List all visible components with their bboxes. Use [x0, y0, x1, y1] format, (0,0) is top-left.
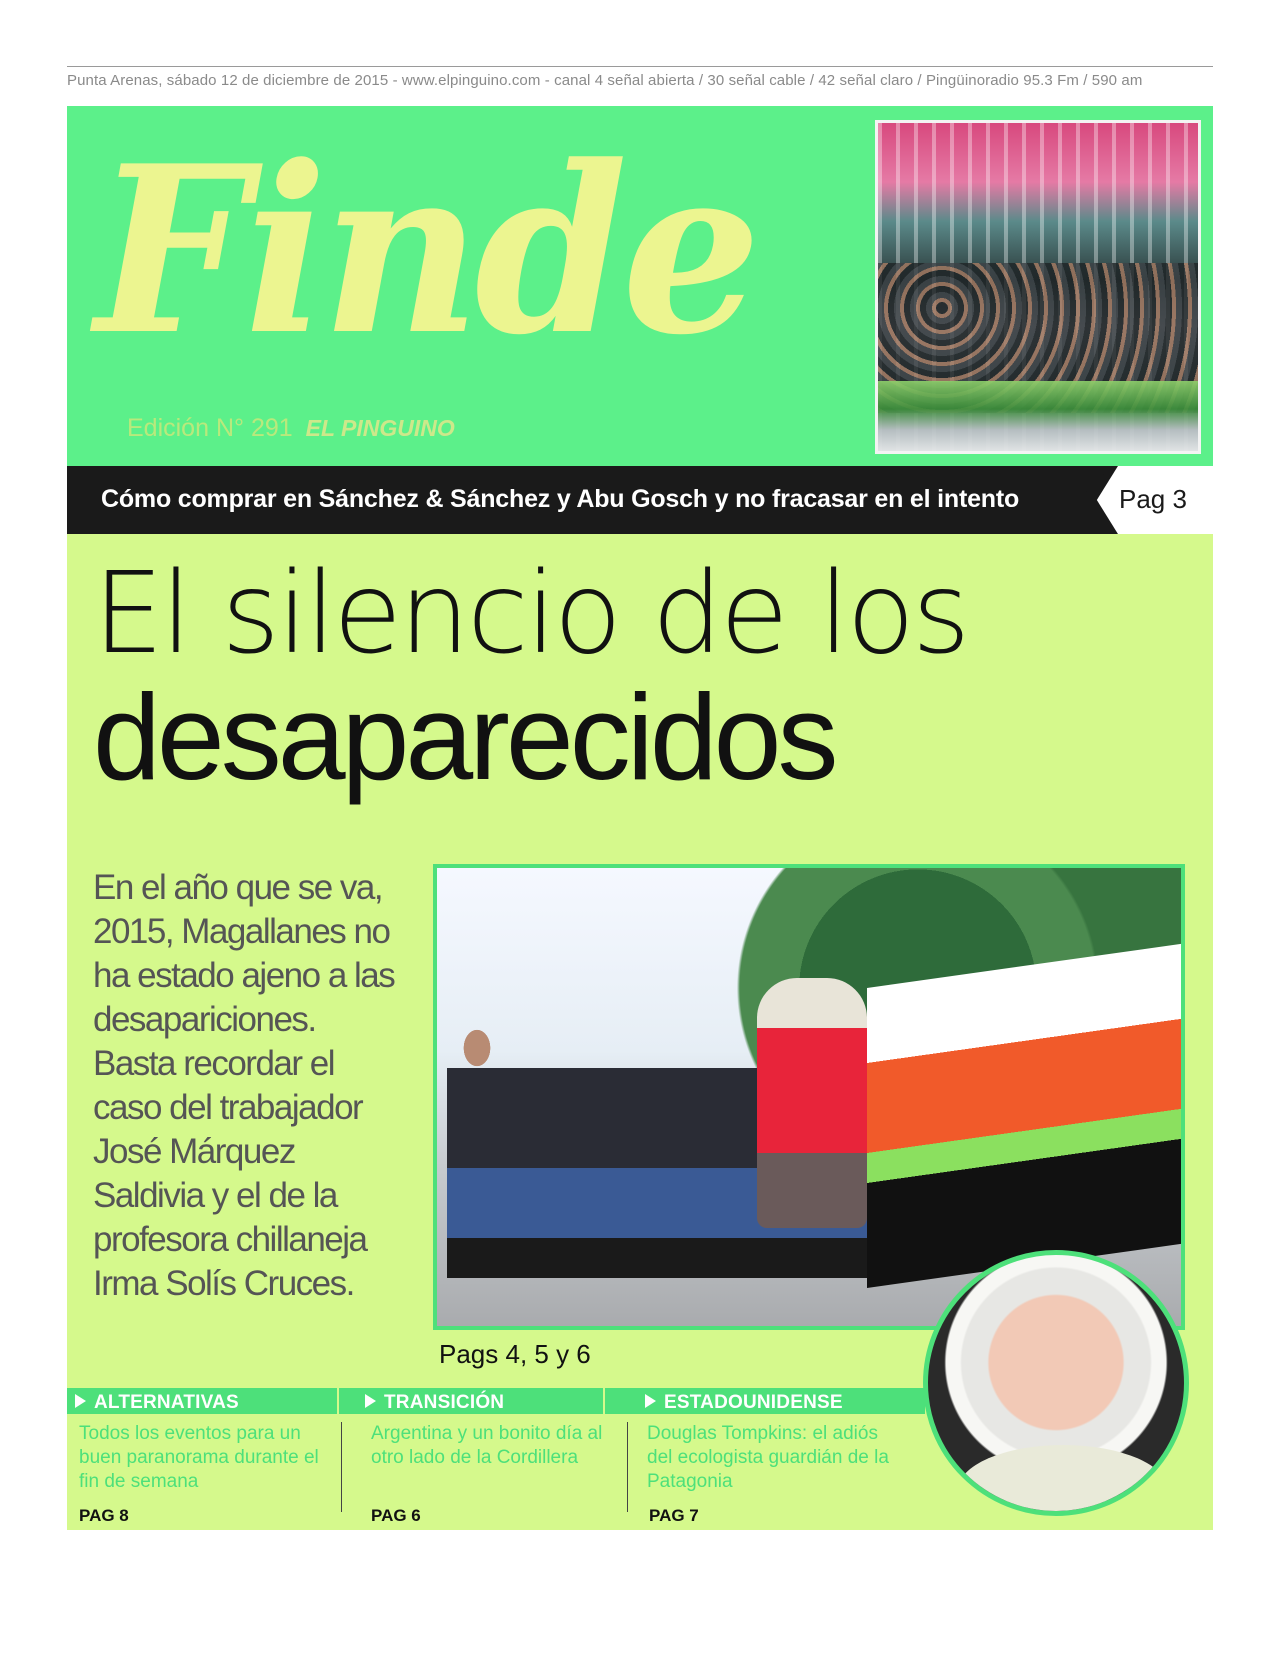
douglas-tompkins-portrait: [923, 1250, 1189, 1516]
banner-page-ref: Pag 3: [1119, 484, 1187, 514]
section-body-alternativas: Todos los eventos para un buen paranorama durante el fin de semana: [79, 1423, 319, 1492]
section-title-transicion[interactable]: TRANSICIÓN: [365, 1392, 504, 1414]
play-triangle-icon: [75, 1394, 86, 1408]
headline-line-1: El silencio de los: [93, 549, 968, 679]
section-body-estadounidense: Douglas Tompkins: el adiós del ecologista guardián de la Patagonia: [647, 1423, 889, 1492]
finde-logo: Finde: [95, 116, 756, 386]
edition-number: Edición N° 291: [127, 414, 293, 442]
shopping-crowd-photo: [875, 120, 1201, 454]
section-body-transicion: Argentina y un bonito día al otro lado de la Cordillera: [371, 1423, 603, 1468]
column-divider: [341, 1422, 342, 1512]
banner-text: Cómo comprar en Sánchez & Sánchez y Abu Gosch y no fracasar en el intento: [101, 485, 1020, 513]
headline: [93, 549, 1193, 805]
section-title-estadounidense[interactable]: ESTADOUNIDENSE: [645, 1392, 843, 1414]
play-triangle-icon: [645, 1394, 656, 1408]
main-story-panel: [67, 534, 1213, 1530]
headline-line-2: desaparecidos: [93, 668, 835, 805]
section-page-alternativas: PAG 8: [79, 1506, 129, 1525]
edition-line: [127, 414, 455, 443]
section-page-estadounidense: PAG 7: [649, 1506, 699, 1525]
play-triangle-icon: [365, 1394, 376, 1408]
section-page-transicion: PAG 6: [371, 1506, 421, 1525]
teaser-banner[interactable]: [67, 466, 1213, 534]
brand-name: EL PINGUINO: [305, 415, 455, 441]
lede-text: En el año que se va, 2015, Magallanes no ha estado ajeno a las desapariciones. Basta recordar el caso del trabajador José Márquez Saldivia y el de la profesora chillaneja Irma Solís Cruces.: [93, 868, 395, 1303]
dateline: Punta Arenas, sábado 12 de diciembre de 2015 - www.elpinguino.com - canal 4 señal abierta / 30 señal cable / 42 señal claro / Pingüinoradio 95.3 Fm / 590 am: [67, 72, 1143, 89]
photo-page-ref: Pags 4, 5 y 6: [439, 1339, 591, 1369]
section-title-alternativas[interactable]: ALTERNATIVAS: [75, 1392, 239, 1414]
masthead: [67, 106, 1213, 466]
portrait-suit-detail: [958, 1445, 1168, 1516]
photo-person-red-jacket: [757, 978, 867, 1228]
top-rule: [67, 66, 1213, 67]
column-divider: [627, 1422, 628, 1512]
photo-wall-detail: [867, 942, 1185, 1288]
photo-counter-detail: [878, 381, 1198, 451]
